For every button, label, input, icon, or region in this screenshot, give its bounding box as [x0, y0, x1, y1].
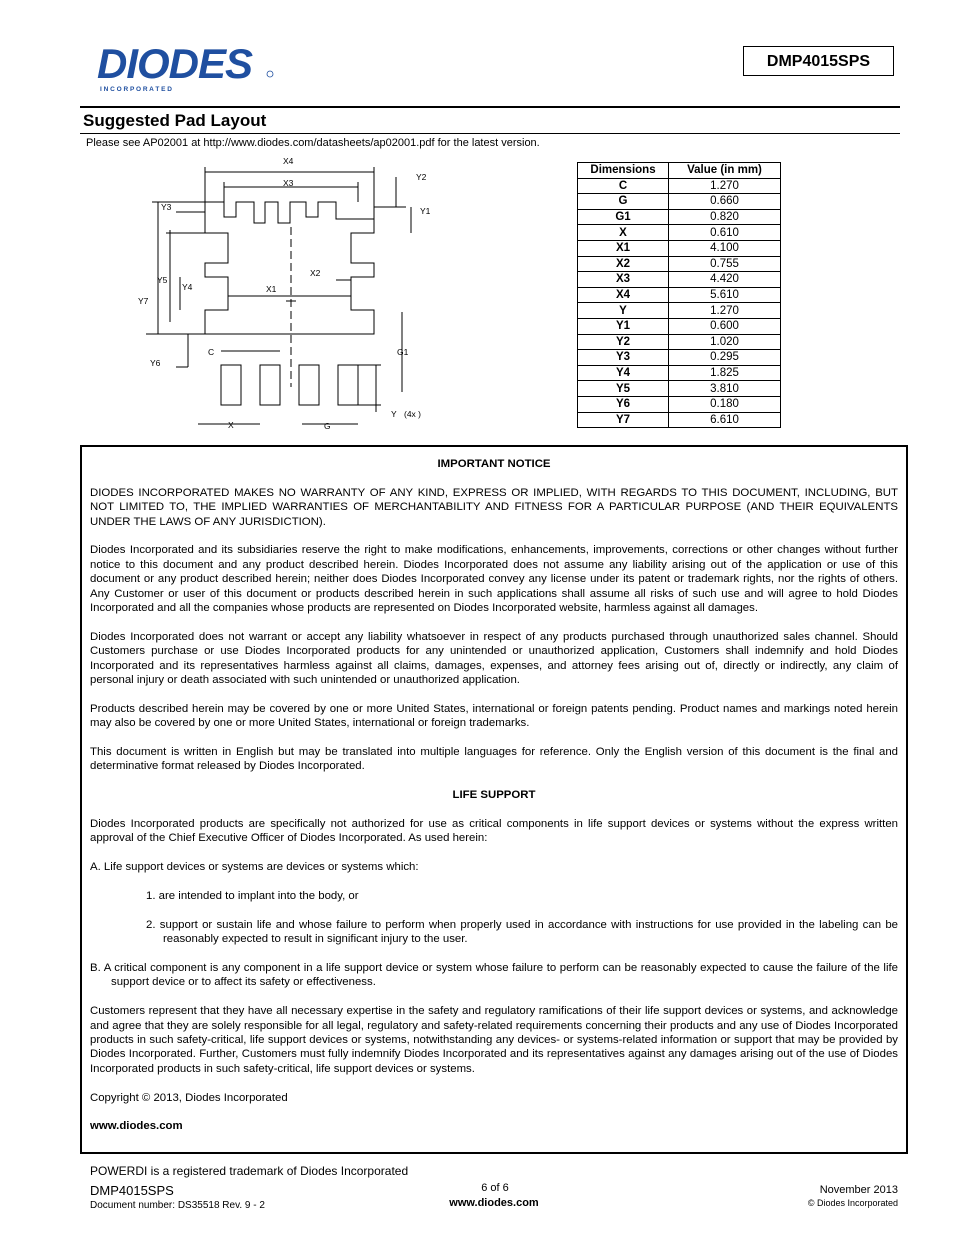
dimension-cell: X2: [578, 256, 669, 272]
notice-paragraph: Customers represent that they have all necessary expertise in the safety and regulatory ramifications of their life support devices or systems, and acknowledge and agree that they are solely responsible for all legal, regulatory and safety-related requirements concerning their products and any use of Diodes Incorporated products in such safety-critical, life support devices or systems, notwithstanding any devices- or systems-related information or support that may be provided by Diodes Incorporated. Further, Customers must fully indemnify Diodes Incorporated and its representatives against any damages arising out of the use of Diodes Incorporated products in such safety-critical, life support devices or systems.: [90, 1005, 898, 1075]
list-item-b: B. A critical component is any component in a life support device or system whose failure to perform can be reasonably expected to cause the failure of the life support device or to affect its safety or effectiveness.: [90, 962, 898, 989]
pad-layout-diagram: [136, 152, 431, 435]
label-x3: X3: [283, 178, 294, 188]
dimension-cell: G: [578, 194, 669, 210]
notice-paragraph: Diodes Incorporated and its subsidiaries reserve the right to make modifications, enhancements, improvements, corrections or other changes without further notice to this document and any product described herein. Diodes Incorporated does not assume any liability arising out of the application or use of this document or any product described herein; neither does Diodes Incorporated convey any license under its patent or trademark rights, nor the rights of others. Any Customer or user of this document or products described herein in such applications shall assume all risks of such use and will agree to hold Diodes Incorporated and all the companies whose products are represented on Diodes Incorporated website, harmless against all damages.: [90, 544, 898, 615]
website-link[interactable]: www.diodes.com: [90, 1120, 183, 1133]
table-row: [578, 178, 781, 194]
notice-paragraph: This document is written in English but may be translated into multiple languages for reference. Only the English version of this document is the final and determinative format released by Diodes Incorporated.: [90, 746, 898, 773]
table-row: [578, 240, 781, 256]
table-row: [578, 396, 781, 412]
diodes-logo: [97, 40, 275, 96]
label-g1: G1: [397, 347, 409, 357]
table-header-row: [578, 163, 781, 179]
important-notice-box: [80, 445, 908, 1154]
notice-paragraph: Diodes Incorporated does not warrant or accept any liability whatsoever in respect of any products purchased through unauthorized sales channel. Should Customers purchase or use Diodes Incorporated products for any unintended or unauthorized application, Customers shall indemnify and hold Diodes Incorporated and its representatives harmless against all claims, damages, expenses, and attorney fees arising out of, directly or indirectly, any claim of personal injury or death associated with such unintended or unauthorized application.: [90, 630, 898, 687]
header-rule: [80, 106, 900, 108]
footer-trademark: POWERDI is a registered trademark of Diodes Incorporated: [90, 1164, 409, 1178]
value-cell: 1.270: [669, 178, 781, 194]
value-cell: 0.295: [669, 350, 781, 366]
notice-paragraph: Products described herein may be covered by one or more United States, international or foreign patents pending. Product names and markings noted herein may also be covered by one or more United States, international or foreign trademarks.: [90, 702, 898, 730]
dimension-cell: Y4: [578, 365, 669, 381]
table-row: [578, 256, 781, 272]
label-y6: Y6: [150, 358, 161, 368]
value-cell: 0.820: [669, 209, 781, 225]
dimension-cell: X: [578, 225, 669, 241]
part-number-box: DMP4015SPS: [743, 46, 894, 76]
dimensions-table: [577, 162, 781, 428]
dimension-cell: X1: [578, 240, 669, 256]
footer-date: November 2013: [819, 1184, 898, 1196]
label-y3: Y3: [161, 202, 172, 212]
dimension-cell: Y5: [578, 381, 669, 397]
logo-text: DIODES: [97, 40, 253, 87]
intro-text: Please see AP02001 at http://www.diodes.com/datasheets/ap02001.pdf for the latest version.: [86, 137, 540, 149]
dimension-cell: X4: [578, 287, 669, 303]
dimension-cell: Y2: [578, 334, 669, 350]
notice-paragraph: DIODES INCORPORATED MAKES NO WARRANTY OF ANY KIND, EXPRESS OR IMPLIED, WITH REGARDS TO THIS DOCUMENT, INCLUDING, BUT NOT LIMITED TO, THE IMPLIED WARRANTIES OF MERCHANTABILITY AND FITNESS FOR A PARTICULAR PURPOSE (AND THEIR EQUIVALENTS UNDER THE LAWS OF ANY JURISDICTION).: [90, 486, 898, 528]
bottom-pad: [221, 365, 241, 405]
label-y4: Y4: [182, 282, 193, 292]
label-g: G: [324, 421, 331, 431]
label-c: C: [208, 347, 215, 357]
important-notice-heading: IMPORTANT NOTICE: [437, 458, 551, 470]
label-y1: Y1: [420, 206, 431, 216]
dimension-cell: Y: [578, 303, 669, 319]
land-outline: [205, 202, 374, 334]
list-item-a2: 2. support or sustain life and whose failure to perform when properly used in accordance with instructions for use provided in the labeling can be reasonably expected to result in significant injury to the user.: [146, 918, 898, 946]
table-row: [578, 287, 781, 303]
value-cell: 3.810: [669, 381, 781, 397]
label-y5: Y5: [157, 275, 168, 285]
footer-document-number: Document number: DS35518 Rev. 9 - 2: [90, 1200, 265, 1211]
table-row: [578, 272, 781, 288]
dimension-cell: G1: [578, 209, 669, 225]
table-row: [578, 412, 781, 428]
footer-part-number: DMP4015SPS: [90, 1183, 174, 1198]
dimension-cell: X3: [578, 272, 669, 288]
table-row: [578, 318, 781, 334]
value-cell: 5.610: [669, 287, 781, 303]
dimension-cell: Y6: [578, 396, 669, 412]
value-cell: 0.755: [669, 256, 781, 272]
dimension-cell: Y7: [578, 412, 669, 428]
section-title: Suggested Pad Layout: [83, 111, 267, 130]
table-row: [578, 209, 781, 225]
value-cell: 4.100: [669, 240, 781, 256]
value-cell: 1.020: [669, 334, 781, 350]
label-x4: X4: [283, 156, 294, 166]
value-cell: 0.180: [669, 396, 781, 412]
table-row: [578, 350, 781, 366]
column-header: Dimensions: [578, 163, 669, 179]
bottom-pad: [260, 365, 280, 405]
table-row: [578, 334, 781, 350]
table-row: [578, 381, 781, 397]
dimension-cell: C: [578, 178, 669, 194]
registered-icon: [267, 71, 273, 77]
label-y-count: (4x ): [404, 409, 421, 419]
logo-subtext: I N C O R P O R A T E D: [100, 86, 172, 93]
dimension-cell: Y3: [578, 350, 669, 366]
label-y7: Y7: [138, 296, 149, 306]
table-row: [578, 303, 781, 319]
list-item-a1: 1. are intended to implant into the body, or: [146, 890, 359, 903]
dimension-cell: Y1: [578, 318, 669, 334]
column-header: Value (in mm): [669, 163, 781, 179]
copyright-line: Copyright © 2013, Diodes Incorporated: [90, 1091, 288, 1104]
list-item-a: A. Life support devices or systems are devices or systems which:: [90, 861, 419, 874]
section-rule: [80, 133, 900, 134]
footer-page-number: 6 of 6: [481, 1182, 509, 1194]
value-cell: 0.600: [669, 318, 781, 334]
life-support-heading: LIFE SUPPORT: [452, 789, 536, 802]
footer-url[interactable]: www.diodes.com: [449, 1197, 539, 1209]
table-row: [578, 225, 781, 241]
label-y: Y: [391, 409, 397, 419]
label-x2: X2: [310, 268, 321, 278]
footer-copyright: © Diodes Incorporated: [807, 1198, 898, 1208]
value-cell: 1.825: [669, 365, 781, 381]
bottom-pad: [338, 365, 358, 405]
value-cell: 0.610: [669, 225, 781, 241]
value-cell: 1.270: [669, 303, 781, 319]
label-x: X: [228, 420, 234, 430]
table-row: [578, 194, 781, 210]
bottom-pad: [299, 365, 319, 405]
value-cell: 4.420: [669, 272, 781, 288]
label-y2: Y2: [416, 172, 427, 182]
label-x1: X1: [266, 284, 277, 294]
notice-paragraph: Diodes Incorporated products are specifically not authorized for use as critical components in life support devices or systems without the express written approval of the Chief Executive Officer of Diodes Incorporated. As used herein:: [90, 818, 898, 845]
value-cell: 0.660: [669, 194, 781, 210]
table-row: [578, 365, 781, 381]
value-cell: 6.610: [669, 412, 781, 428]
